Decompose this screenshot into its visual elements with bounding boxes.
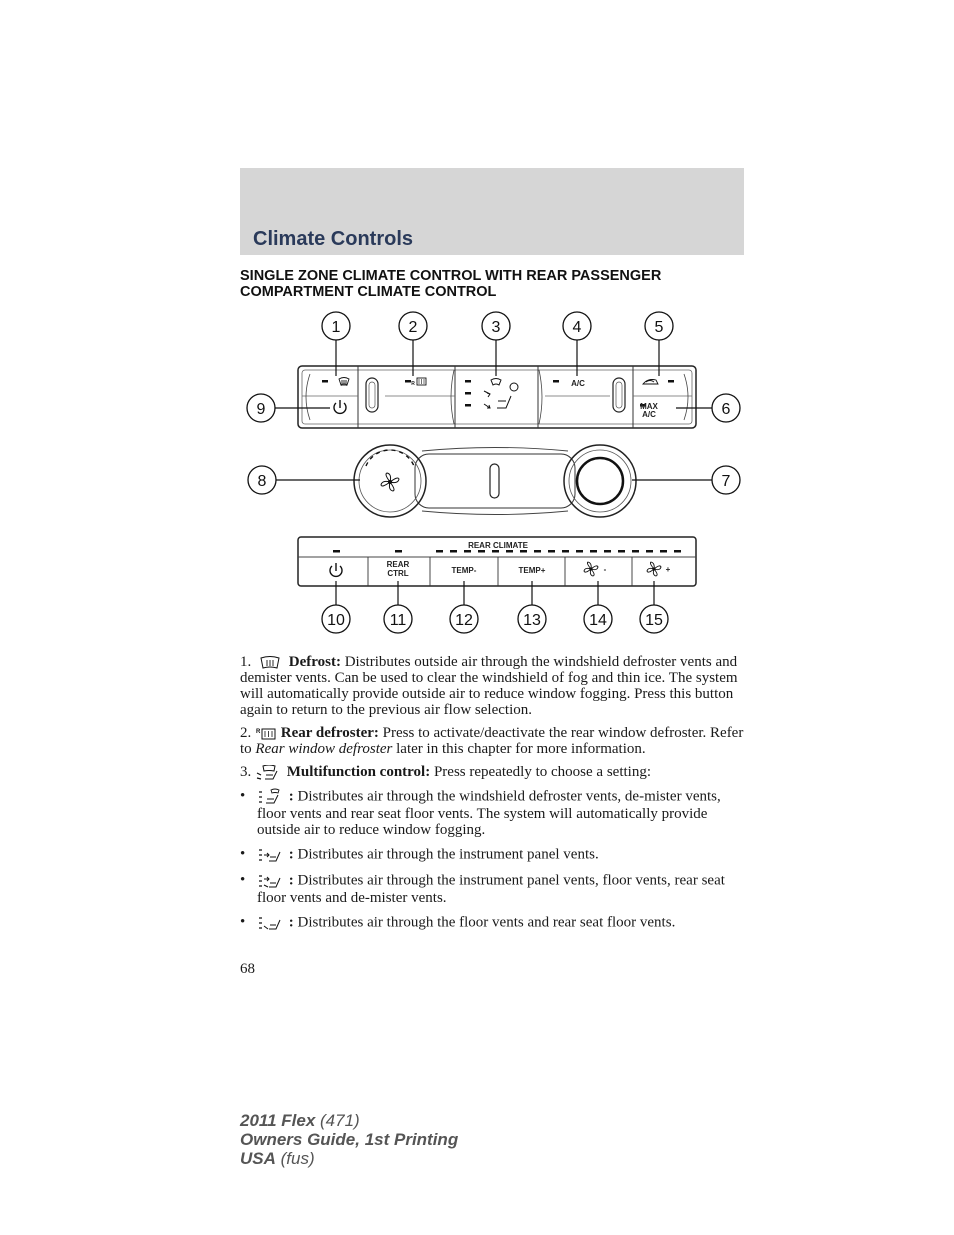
callout-4: 4 [572,319,582,336]
item-number: 3. [240,764,252,780]
rear-defrost-icon [255,727,277,741]
cross-reference: Rear window defroster [255,741,393,757]
rear-fan-minus-icon [584,562,598,576]
footer-line-2 [240,1130,458,1149]
bullet-defrost-floor [240,788,745,838]
footer-region: USA [240,1149,276,1168]
max-ac-label: A/C [642,410,656,419]
callout-6: 6 [721,401,731,418]
item-number: 1. [240,654,252,670]
multifunction-icon [484,379,518,409]
callout-12: 12 [455,612,473,629]
bullet-floor [240,914,745,932]
bullet-colon: : [288,872,294,888]
rear-fan-plus-icon [647,562,661,576]
rear-defrost-r-glyph: R [411,381,415,387]
rear-ctrl-label-2: CTRL [387,569,409,578]
item-text: Press to activate/deactivate the rear window defroster. Refer to [240,725,744,757]
floor-mode-icon [257,914,285,932]
temp-plus-label: TEMP+ [518,566,546,575]
fan-minus-sign: - [603,565,607,574]
multifunction-icon [255,765,283,781]
footer-code: (471) [315,1111,360,1130]
panel-floor-mode-icon [257,872,285,890]
callout-7: 7 [721,473,731,490]
callout-9: 9 [256,401,266,418]
callout-10: 10 [327,612,345,629]
rear-power-icon [330,563,342,576]
bullet-dot: • [240,845,246,862]
item-text: Press repeatedly to choose a setting: [433,764,651,780]
svg-text:R: R [256,728,261,735]
callout-5: 5 [654,319,664,336]
footer [240,1111,458,1168]
footer-model: 2011 Flex [240,1111,316,1130]
bullet-colon: : [288,914,294,930]
callout-3: 3 [491,319,501,336]
item-multifunction [240,764,745,781]
item-defrost [240,654,745,718]
bullet-panel [240,846,745,864]
item-text-after: later in this chapter for more information. [396,741,646,757]
item-number: 2. [240,725,252,741]
bullet-dot: • [240,787,246,804]
bullet-dot: • [240,913,246,930]
bullet-text: Distributes air through the windshield defroster vents, de-mister vents, floor vents and rear seat floor vents. The system will automatically provide outside air to reduce window fogging. [257,788,721,838]
body-text [240,654,745,940]
item-rear-defroster [240,725,745,757]
power-icon [334,400,346,413]
climate-control-figure [240,306,750,646]
rear-climate-label: REAR CLIMATE [468,541,528,550]
footer-printing: Owners Guide, 1st Printing [240,1130,459,1149]
bullet-colon: : [288,846,294,862]
callout-11: 11 [389,612,407,629]
callout-14: 14 [589,612,607,629]
recirculation-icon [643,380,658,385]
bullet-text: Distributes air through the instrument panel vents, floor vents, rear seat floor vents and de-mister vents. [257,872,725,906]
bullet-colon: : [288,788,294,804]
section-heading: SINGLE ZONE CLIMATE CONTROL WITH REAR PASSENGER COMPARTMENT CLIMATE CONTROL [240,268,662,300]
rear-defrost-icon [411,378,426,387]
fan-plus-sign: + [665,565,671,574]
bullet-text: Distributes air through the floor vents and rear seat floor vents. [297,914,676,930]
chapter-header-band [240,168,744,255]
footer-region-code: (fus) [275,1149,315,1168]
page-number: 68 [240,961,255,977]
max-label: MAX [640,402,658,411]
defrost-icon [255,656,285,670]
ac-label: A/C [571,379,585,388]
item-text: Distributes outside air through the windshield defroster vents and demister vents. Can be used to clear the windshield of fog and thin ice. The system will automatically provide outside air to reduce window fogging. Press this button again to return to the previous air flow selection. [240,654,738,718]
callout-1: 1 [331,319,341,336]
bullet-dot: • [240,871,246,888]
item-label: Multifunction control: [286,764,431,780]
climate-panel-diagram [240,306,750,646]
defrost-floor-mode-icon [257,788,285,806]
rear-ctrl-label-1: REAR [386,560,410,569]
fan-icon [381,473,399,491]
chapter-title: Climate Controls [253,228,414,250]
temp-minus-label: TEMP- [451,566,477,575]
footer-line-1 [240,1111,458,1130]
callout-13: 13 [523,612,541,629]
item-label: Rear defroster: [280,725,379,741]
item-label: Defrost: [288,654,341,670]
callout-15: 15 [645,612,663,629]
bullet-text: Distributes air through the instrument panel vents. [297,846,599,862]
panel-mode-icon [257,846,285,864]
footer-line-3 [240,1149,458,1168]
defrost-icon [339,378,349,387]
bullet-panel-floor [240,872,745,906]
callout-2: 2 [408,319,418,336]
callout-8: 8 [257,473,267,490]
